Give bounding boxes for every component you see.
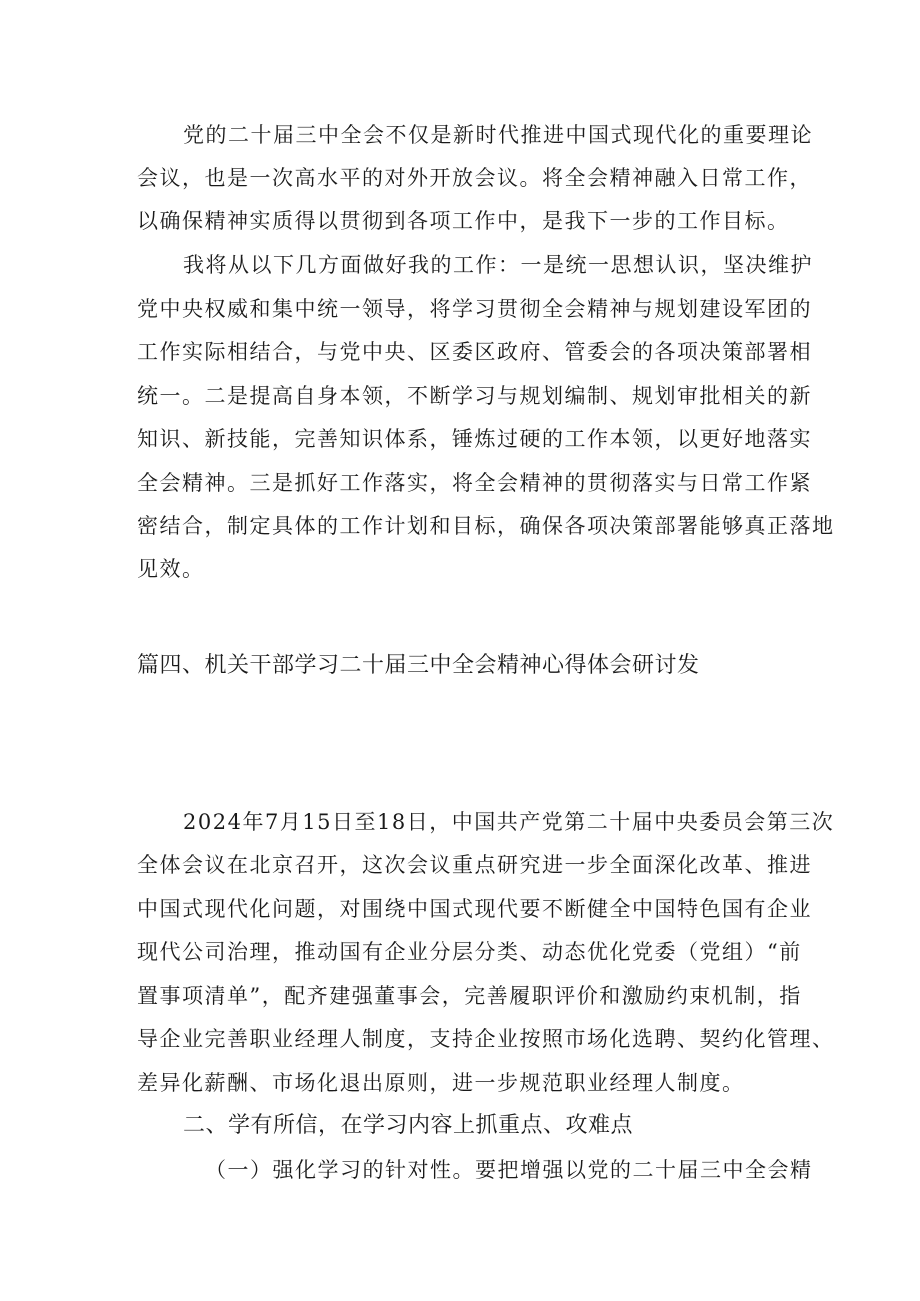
- section-title: 篇四、机关干部学习二十届三中全会精神心得体会研讨发: [137, 653, 700, 678]
- text-line: 我将从以下几方面做好我的工作：一是统一思想认识，坚决维护: [183, 253, 813, 277]
- text-line: 2024年7月15日至18日，中国共产党第二十届中央委员会第三次: [183, 810, 835, 834]
- text-line: 统一。二是提高自身本领，不断学习与规划编制、规划审批相关的新: [137, 384, 812, 408]
- text-line: 全会精神。三是抓好工作落实，将全会精神的贯彻落实与日常工作紧: [137, 471, 812, 495]
- text-line: 以确保精神实质得以贯彻到各项工作中，是我下一步的工作目标。: [137, 209, 790, 233]
- text-line: （一）强化学习的针对性。要把增强以党的二十届三中全会精: [205, 1158, 813, 1182]
- text-line: 见效。: [137, 557, 205, 581]
- text-line: 现代公司治理，推动国有企业分层分类、动态优化党委（党组）“前: [137, 940, 802, 964]
- text-line: 差异化薪酬、市场化退出原则，进一步规范职业经理人制度。: [137, 1071, 745, 1095]
- text-line: 党中央权威和集中统一领导，将学习贯彻全会精神与规划建设军团的: [137, 297, 812, 321]
- text-line: 党的二十届三中全会不仅是新时代推进中国式现代化的重要理论: [183, 123, 813, 147]
- text-line: 知识、新技能，完善知识体系，锤炼过硬的工作本领，以更好地落实: [137, 427, 812, 451]
- text-line: 全体会议在北京召开，这次会议重点研究进一步全面深化改革、推进: [137, 853, 812, 877]
- text-line: 密结合，制定具体的工作计划和目标，确保各项决策部署能够真正落地: [137, 514, 835, 538]
- text-line: 中国式现代化问题，对围绕中国式现代要不断健全中国特色国有企业: [137, 897, 812, 921]
- subheading: 二、学有所信，在学习内容上抓重点、攻难点: [183, 1113, 634, 1138]
- text-line: 导企业完善职业经理人制度，支持企业按照市场化选聘、契约化管理、: [137, 1027, 835, 1051]
- text-line: 置事项清单”，配齐建强董事会，完善履职评价和激励约束机制，指: [137, 984, 802, 1008]
- text-line: 会议，也是一次高水平的对外开放会议。将全会精神融入日常工作，: [137, 166, 812, 190]
- text-line: 工作实际相结合，与党中央、区委区政府、管委会的各项决策部署相: [137, 340, 812, 364]
